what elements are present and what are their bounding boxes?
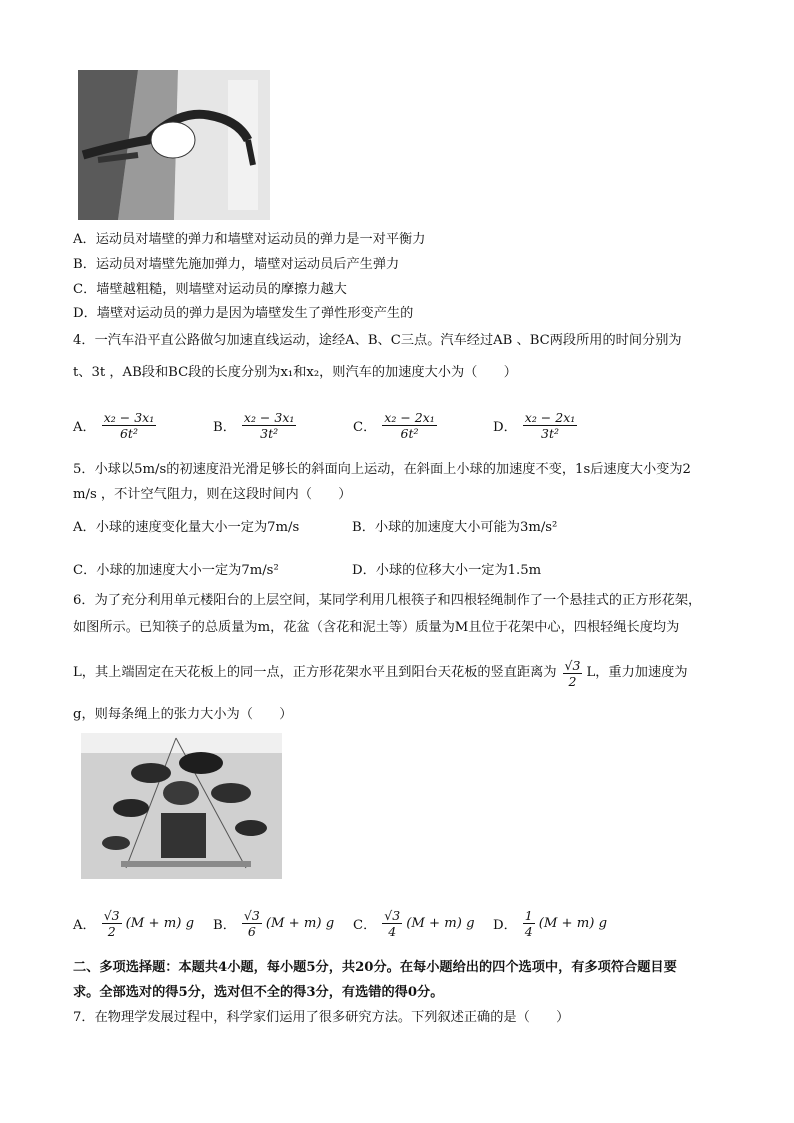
q3-option-c: C．墙壁越粗糙，则墙壁对运动员的摩擦力越大: [73, 282, 347, 297]
q6-option-c: C． $\frac{√3}{4}$ (M + m) g: [353, 907, 475, 939]
q4-option-a: A． $\frac{\text{x₂ − 3x₁}}{\text{6t²}}$: [73, 409, 155, 441]
q4-options: [73, 405, 733, 445]
q5-option-a: A．小球的速度变化量大小一定为7m/s: [73, 520, 300, 535]
q5-stem-line1: 5．小球以5m/s的初速度沿光滑足够长的斜面向上运动，在斜面上小球的加速度不变，1s后速度大小变为2: [73, 462, 691, 477]
athlete-photo-icon: [78, 70, 270, 220]
q5-option-d: D．小球的位移大小一定为1.5m: [352, 563, 542, 578]
q3-option-a: A．运动员对墙壁的弹力和墙壁对运动员的弹力是一对平衡力: [73, 232, 426, 247]
q5-option-b: B．小球的加速度大小可能为3m/s²: [352, 520, 558, 535]
q6-option-a: A． $\frac{√3}{2}$ (M + m) g: [73, 907, 195, 939]
q6-option-d: D． $\frac{1}{4}$ (M + m) g: [493, 907, 608, 939]
q6-stem-line4: g，则每条绳上的张力大小为（ ）: [73, 707, 293, 722]
q6-stem-line1: 6．为了充分利用单元楼阳台的上层空间，某同学利用几根筷子和四根轻绳制作了一个悬挂式的正方形花架，: [73, 593, 702, 608]
q6-options: [73, 903, 733, 943]
q4-option-c: C． $\frac{\text{x₂ − 2x₁}}{\text{6t²}}$: [353, 409, 435, 441]
q4-option-d: D． $\frac{\text{x₂ − 2x₁}}{\text{3t²}}$: [493, 409, 576, 441]
q4-option-b: B． $\frac{\text{x₂ − 3x₁}}{\text{3t²}}$: [213, 409, 295, 441]
q6-stem-line2: 如图所示。已知筷子的总质量为m，花盆（含花和泥土等）质量为M且位于花架中心，四根轻绳长度均为: [73, 620, 680, 635]
hanging-plant-photo: [81, 733, 282, 879]
q3-option-b: B．运动员对墙壁先施加弹力，墙壁对运动员后产生弹力: [73, 257, 400, 272]
q5-option-c: C．小球的加速度大小一定为7m/s²: [73, 563, 279, 578]
section2-heading-line1: 二、多项选择题：本题共4小题，每小题5分，共20分。在每小题给出的四个选项中，有多项符合题目要: [73, 960, 677, 975]
q7-stem-line1: 7．在物理学发展过程中，科学家们运用了很多研究方法。下列叙述正确的是（ ）: [73, 1010, 570, 1025]
q6-option-b: B． $\frac{√3}{6}$ (M + m) g: [213, 907, 335, 939]
section2-heading-line2: 求。全部选对的得5分，选对但不全的得3分，有选错的得0分。: [73, 985, 444, 1000]
q6-stem-line3: L，其上端固定在天花板上的同一点，正方形花架水平且到阳台天花板的竖直距离为 $\frac{√3}{2}$ L，重力加速度为: [73, 657, 688, 689]
plant-photo-icon: [81, 733, 282, 879]
q5-stem-line2: m/s ，不计空气阻力，则在这段时间内（ ）: [73, 487, 352, 502]
q4-stem-line2: t、3t ，AB段和BC段的长度分别为x₁和x₂，则汽车的加速度大小为（ ）: [73, 365, 517, 380]
q4-stem-line1: 4．一汽车沿平直公路做匀加速直线运动，途经A、B、C三点。汽车经过AB 、BC两段所用的时间分别为: [73, 333, 682, 348]
q3-option-d: D．墙壁对运动员的弹力是因为墙壁发生了弹性形变产生的: [73, 306, 414, 321]
athlete-wall-photo: [78, 70, 270, 220]
